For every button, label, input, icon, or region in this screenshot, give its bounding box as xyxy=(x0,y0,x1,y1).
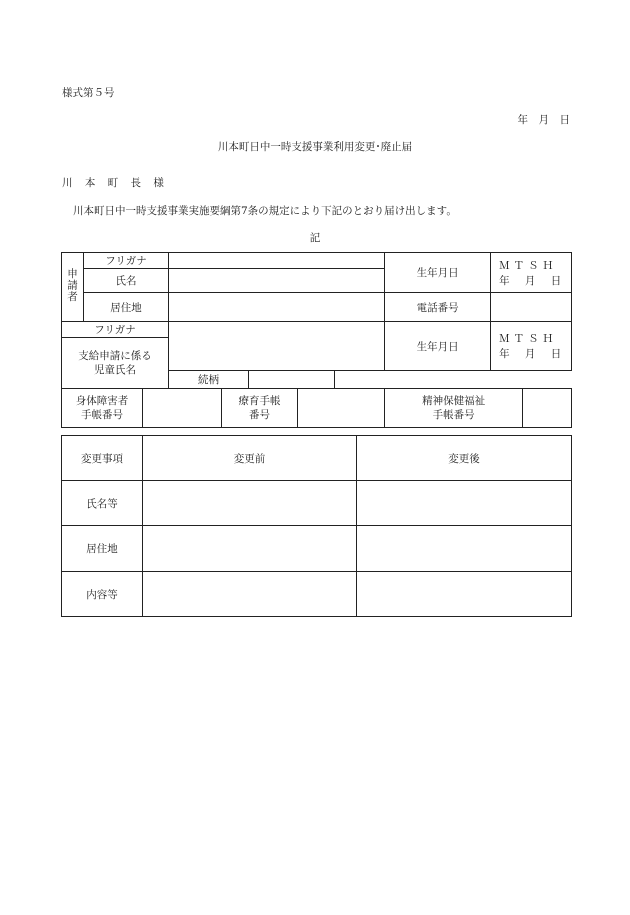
phone-label: 電話番号 xyxy=(385,293,491,322)
changes-before-field[interactable] xyxy=(143,526,357,572)
changes-header-item: 変更事項 xyxy=(62,436,143,481)
addressee: 川 本 町 長 様 xyxy=(62,177,164,189)
name-field[interactable] xyxy=(169,269,385,293)
rehab-handbook-label xyxy=(222,389,298,428)
physical-handbook-label xyxy=(62,389,143,428)
relationship-label: 続柄 xyxy=(169,371,249,389)
body-text: 川本町日中一時支援事業実施要綱第7条の規定により下記のとおり届け出します。 xyxy=(73,205,457,217)
applicant-group-label: 申請者 xyxy=(62,253,84,322)
address-label: 居住地 xyxy=(84,293,169,322)
changes-after-field[interactable] xyxy=(357,526,572,572)
ki-heading: 記 xyxy=(309,232,321,244)
rehab-handbook-line2: 番号 xyxy=(249,409,271,421)
child-name-field[interactable] xyxy=(169,322,385,371)
birthdate-label: 生年月日 xyxy=(385,253,491,293)
physical-handbook-line1: 身体障害者 xyxy=(75,395,129,407)
form-number: 様式第５号 xyxy=(62,87,115,99)
birthdate-field[interactable]: ＭＴＳＨ年 月 日 xyxy=(491,253,572,293)
rehab-handbook-field[interactable] xyxy=(298,389,385,428)
changes-table xyxy=(61,435,572,617)
changes-before-field[interactable] xyxy=(143,572,357,617)
mental-handbook-line2: 手帳番号 xyxy=(432,409,475,421)
child-furigana-label: フリガナ xyxy=(62,322,169,338)
mental-handbook-field[interactable] xyxy=(523,389,572,428)
document-title: 川本町日中一時支援事業利用変更･廃止届 xyxy=(217,141,413,153)
physical-handbook-field[interactable] xyxy=(143,389,222,428)
rehab-handbook-line1: 療育手帳 xyxy=(238,395,281,407)
date-line: 年 月 日 xyxy=(517,114,570,126)
child-birthdate-label: 生年月日 xyxy=(385,322,491,371)
applicant-table xyxy=(61,252,572,428)
mental-handbook-label xyxy=(385,389,523,428)
child-name-label-line2: 児童氏名 xyxy=(94,364,136,376)
child-name-label xyxy=(62,338,169,389)
address-field[interactable] xyxy=(169,293,385,322)
child-name-label-line1: 支給申請に係る xyxy=(78,350,152,362)
changes-before-field[interactable] xyxy=(143,481,357,526)
changes-header-before: 変更前 xyxy=(143,436,357,481)
changes-after-field[interactable] xyxy=(357,481,572,526)
physical-handbook-line2: 手帳番号 xyxy=(81,409,123,421)
child-birthdate-field[interactable]: ＭＴＳＨ年 月 日 xyxy=(491,322,572,371)
furigana-field[interactable] xyxy=(169,253,385,269)
phone-field[interactable] xyxy=(491,293,572,322)
changes-header-after: 変更後 xyxy=(357,436,572,481)
mental-handbook-line1: 精神保健福祉 xyxy=(422,395,486,407)
name-label: 氏名 xyxy=(84,269,169,293)
changes-row-label: 内容等 xyxy=(62,572,143,617)
furigana-label: フリガナ xyxy=(84,253,169,269)
relationship-field[interactable] xyxy=(249,371,335,389)
changes-after-field[interactable] xyxy=(357,572,572,617)
changes-row-label: 居住地 xyxy=(62,526,143,572)
changes-row-label: 氏名等 xyxy=(62,481,143,526)
